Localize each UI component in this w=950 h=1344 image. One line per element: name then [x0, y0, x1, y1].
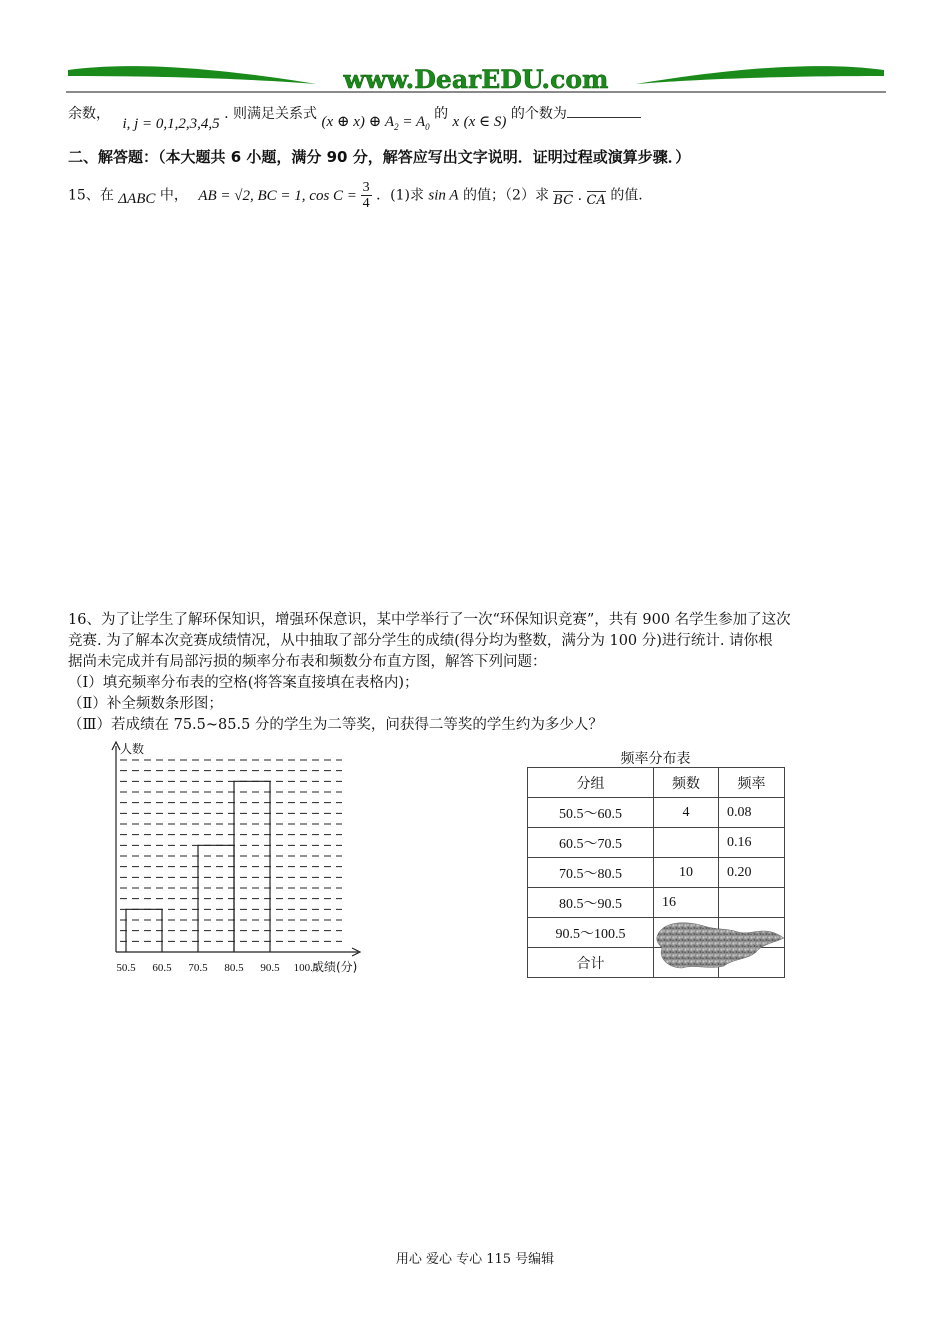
table-stain [654, 918, 786, 970]
site-logo: www.DearEDU.com [343, 65, 609, 94]
q15-num: 15、在 [68, 187, 114, 204]
q16-line2: 竞赛. 为了解本次竞赛成绩情况，从中抽取了部分学生的成绩(得分均为整数，满分为 100 分)进行统计. 请你根 [68, 633, 773, 649]
page-footer: 用心 爱心 专心 115 号编辑 [395, 1252, 555, 1267]
y-axis-label: 人数 [120, 742, 145, 756]
q14-math-x: x [452, 114, 460, 130]
q14-tail: 的个数为 [510, 106, 567, 122]
x-tick-label: 50.5 [116, 962, 136, 974]
banner-swoosh-left [68, 66, 316, 84]
header-frequency: 频率 [719, 768, 785, 798]
histogram-grid [120, 760, 342, 941]
q15-sin: sin A [428, 187, 459, 204]
q16-item2: （Ⅱ）补全频数条形图； [68, 696, 223, 712]
table-row [528, 888, 785, 918]
q15-part1: ．(1)求 [376, 187, 424, 204]
cell-group: 70.5～80.5 [528, 858, 654, 888]
q15-part2b: 的值. [610, 187, 643, 204]
answer-blank[interactable] [567, 105, 641, 118]
q14-line [68, 103, 641, 132]
section2-title: 二、解答题：（本大题共 6 小题，满分 90 分，解答应写出文字说明．证明过程或演算步骤．） [68, 148, 691, 166]
q15-vector-ca: CA [586, 192, 606, 208]
fraction-numerator: 3 [362, 180, 370, 195]
q16-item1: （Ⅰ）填充频率分布表的空格(将答案直接填在表格内)； [68, 675, 419, 691]
cell-group: 合计 [528, 948, 654, 978]
x-tick-label: 70.5 [188, 962, 208, 974]
q16-line3: 据尚未完成并有局部污损的频率分布表和频数分布直方图，解答下列问题： [68, 654, 547, 670]
header-group: 分组 [528, 768, 654, 798]
q15-dot: · [577, 191, 583, 208]
cell-frequency[interactable]: 0.20 [719, 858, 785, 888]
q15-fraction [361, 180, 372, 211]
header-count: 频数 [654, 768, 719, 798]
cell-frequency[interactable]: 0.08 [719, 798, 785, 828]
q15-zhong: 中， [159, 187, 188, 204]
cell-frequency[interactable] [719, 888, 785, 918]
cell-count[interactable] [654, 828, 719, 858]
cell-group: 60.5～70.5 [528, 828, 654, 858]
cell-group: 90.5～100.5 [528, 918, 654, 948]
banner-swoosh-right [636, 66, 884, 84]
frequency-histogram [108, 740, 370, 976]
cell-count[interactable]: 16 [654, 888, 719, 918]
q14-math-domain: (x ∈ S) [463, 114, 507, 130]
table-row [528, 828, 785, 858]
cell-count[interactable]: 4 [654, 798, 719, 828]
q15-vector-bc: BC [553, 192, 574, 208]
cell-group: 80.5～90.5 [528, 888, 654, 918]
x-tick-label: 80.5 [224, 962, 244, 974]
q14-mid: . 则满足关系式 [224, 106, 318, 122]
q14-math-ops: (x ⊕ x) ⊕ A [321, 114, 395, 130]
q15-part1b: 的值；（2）求 [463, 187, 549, 204]
q15-line [68, 180, 643, 211]
table-header-row [528, 768, 785, 798]
cell-group: 50.5～60.5 [528, 798, 654, 828]
q15-triangle: ΔABC [118, 190, 156, 207]
q14-de: 的 [434, 106, 449, 122]
q14-sub0: 0 [425, 122, 430, 132]
q16-text [68, 610, 888, 736]
table-caption: 频率分布表 [620, 751, 691, 767]
q15-given: AB = √2, BC = 1, cos C = [198, 187, 361, 204]
cell-count[interactable]: 10 [654, 858, 719, 888]
table-row [528, 798, 785, 828]
q14-relation [321, 114, 429, 130]
x-axis-label: 成绩(分) [312, 960, 358, 974]
x-tick-labels [116, 962, 319, 974]
q14-math-eq: = A [398, 114, 426, 130]
x-tick-label: 60.5 [152, 962, 172, 974]
table-row [528, 858, 785, 888]
header-banner [66, 62, 886, 96]
q14-math-ij: i, j = 0,1,2,3,4,5 [122, 116, 220, 132]
q14-lead: 余数， [68, 106, 110, 122]
fraction-denominator: 4 [362, 196, 370, 211]
q16-line1: 16、为了让学生了解环保知识，增强环保意识，某中学举行了一次“环保知识竞赛”，共有 900 名学生参加了这次 [68, 612, 791, 628]
cell-frequency[interactable]: 0.16 [719, 828, 785, 858]
q16-item3: （Ⅲ）若成绩在 75.5~85.5 分的学生为二等奖，问获得二等奖的学生约为多少人？ [68, 717, 603, 733]
x-tick-label: 100.5 [293, 962, 319, 974]
q14-sub2: 2 [394, 122, 399, 132]
x-tick-label: 90.5 [260, 962, 280, 974]
